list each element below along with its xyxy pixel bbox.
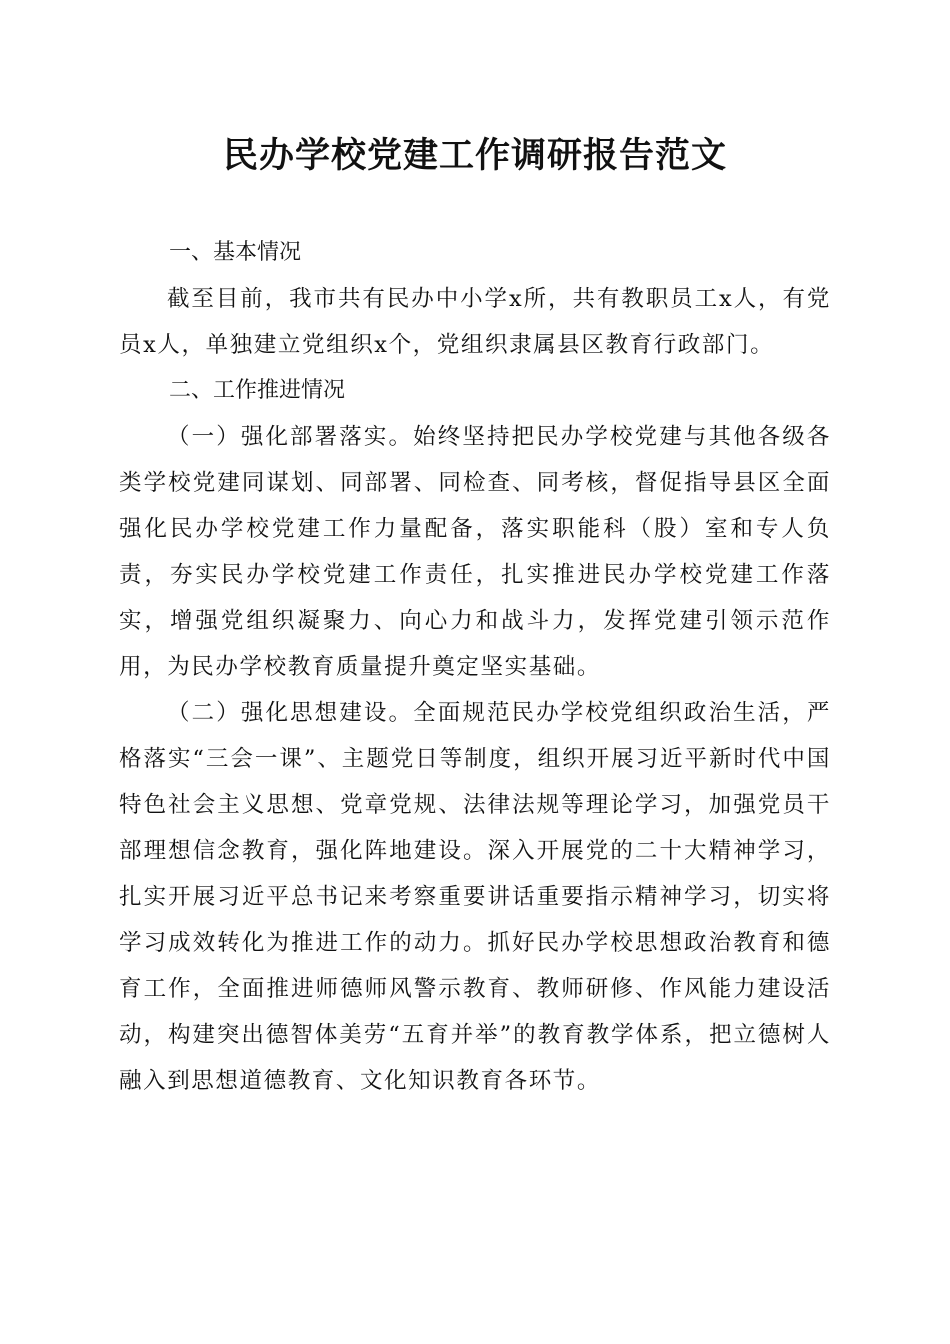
section-work-progress: [119, 368, 831, 1104]
paragraph: （一）强化部署落实。始终坚持把民办学校党建与其他各级各类学校党建同谋划、同部署、同检查、同考核，督促指导县区全面强化民办学校党建工作力量配备，落实职能科（股）室和专人负责，夯实民办学校党建工作责任，扎实推进民办学校党建工作落实，增强党组织凝聚力、向心力和战斗力，发挥党建引领示范作用，为民办学校教育质量提升奠定坚实基础。: [119, 424, 831, 680]
section-heading: 一、基本情况: [169, 240, 302, 265]
section-basic-situation: [119, 230, 831, 368]
document-title: 民办学校党建工作调研报告范文: [222, 135, 727, 176]
section-heading: 二、工作推进情况: [169, 378, 346, 403]
paragraph: （二）强化思想建设。全面规范民办学校党组织政治生活，严格落实“三会一课”、主题党日等制度，组织开展习近平新时代中国特色社会主义思想、党章党规、法律法规等理论学习，加强党员干部理想信念教育，强化阵地建设。深入开展党的二十大精神学习，扎实开展习近平总书记来考察重要讲话重要指示精神学习，切实将学习成效转化为推进工作的动力。抓好民办学校思想政治教育和德育工作，全面推进师德师风警示教育、教师研修、作风能力建设活动，构建突出德智体美劳“五育并举”的教育教学体系，把立德树人融入到思想道德教育、文化知识教育各环节。: [119, 700, 831, 1094]
paragraph: 截至目前，我市共有民办中小学x所，共有教职员工x人，有党员x人，单独建立党组织x个，党组织隶属县区教育行政部门。: [119, 286, 831, 358]
document-body: [119, 230, 831, 1104]
